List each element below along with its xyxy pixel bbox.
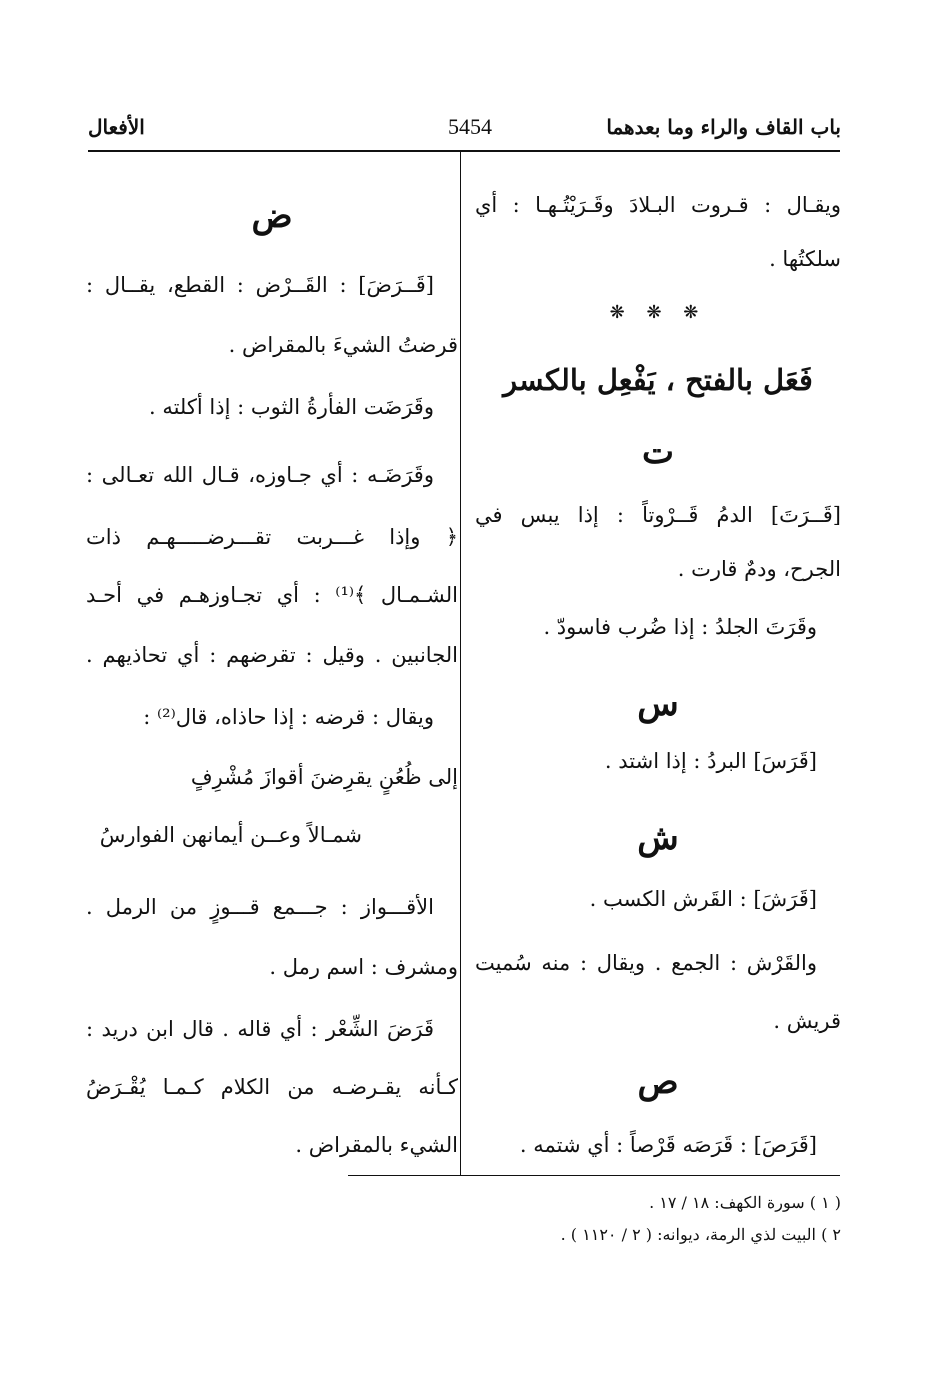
text-line: كـأنه يقـرضـه من الكلام كـمـا يُقْـرَضُ	[86, 1075, 458, 1099]
text-line: قَرَضَ الشِّعْر : أي قاله . قال ابن دريد :	[86, 1017, 434, 1041]
text-line: قرضتُ الشيءَ بالمقراض .	[228, 333, 458, 357]
text-line: وقَرَضَـه : أي جـاوزه، قـال الله تعـالى :	[86, 463, 434, 487]
text-line: سلكتُها .	[769, 247, 841, 271]
poetry-verse-first: إلى ظُعُنٍ يقرِضنَ أقوازَ مُشْرِفٍ	[190, 765, 458, 789]
text-line: [قَرَصَ] : قَرَصَه قَرْصاً : أي شتمه .	[519, 1133, 817, 1157]
header-rule	[88, 150, 840, 152]
letter-heading-s2: ص	[637, 1062, 679, 1102]
text-line: [قَــرَتَ] الدمُ قَــرْوتاً : إذا يبس في	[475, 503, 841, 527]
running-header-chapter: باب القاف والراء وما بعدهما	[606, 115, 841, 139]
text-line: والقَرْش : الجمع . ويقال : منه سُميت	[475, 951, 817, 975]
footnote-2: ٢ ) البيت لذي الرمة، ديوانه: ( ٢ / ١١٢٠ ) .	[560, 1225, 841, 1244]
text-line: وقَرَضَت الفأرةُ الثوب : إذا أكلته .	[148, 395, 434, 419]
column-divider	[460, 151, 461, 1175]
letter-heading-d: ض	[251, 196, 293, 236]
text-line: ويقال : قرضه : إذا حاذاه، قال⁽²⁾ :	[143, 705, 434, 729]
quran-quote-line: ﴿ وإذا غـــربت تقـــرضـــــهـم ذات	[86, 525, 458, 549]
footnote-rule	[348, 1175, 840, 1176]
running-header-section: الأفعال	[88, 115, 145, 139]
page-number: 5454	[448, 114, 492, 139]
text-line: [قَرَسَ] البردُ : إذا اشتد .	[604, 749, 817, 773]
text-line: [قَــرَضَ] : القَــرْض : القطع، يقــال :	[86, 273, 434, 297]
text-line: ويقـال : قـروت البـلادَ وقَـرَيْتُـهـا : أي	[475, 193, 841, 217]
text-line: الشيء بالمقراض .	[295, 1133, 458, 1157]
text-line: وقَرَتَ الجلدُ : إذا ضُرب فاسودّ .	[543, 615, 817, 639]
letter-heading-s: س	[637, 684, 679, 724]
section-separator-stars: ❋ ❋ ❋	[609, 302, 707, 323]
text-line: ومشرف : اسم رمل .	[269, 955, 458, 979]
text-line: قريش .	[773, 1009, 841, 1033]
letter-heading-sh: ش	[637, 818, 679, 858]
poetry-verse-second: شمـالاً وعــن أيمانهن الفوارسُ	[99, 823, 362, 847]
letter-heading-t: ت	[641, 432, 674, 472]
text-line: الجرح، ودمٌ قارت .	[677, 557, 841, 581]
text-line: [قَرَشَ] : القَرش الكسب .	[589, 887, 817, 911]
footnote-1: ( ١ ) سورة الكهف: ١٨ / ١٧ .	[649, 1193, 841, 1212]
text-line: الجانبين . وقيل : تقرضهم : أي تحاذيهم .	[86, 643, 458, 667]
section-heading: فَعَل بالفتح ، يَفْعِل بالكسر	[503, 363, 813, 397]
text-line: الأقـــواز : جـــمع قـــوزٍ من الرمل .	[86, 895, 434, 919]
text-line: الشـمـال ﴾⁽¹⁾ : أي تجـاوزهـم في أحـد	[86, 583, 458, 607]
